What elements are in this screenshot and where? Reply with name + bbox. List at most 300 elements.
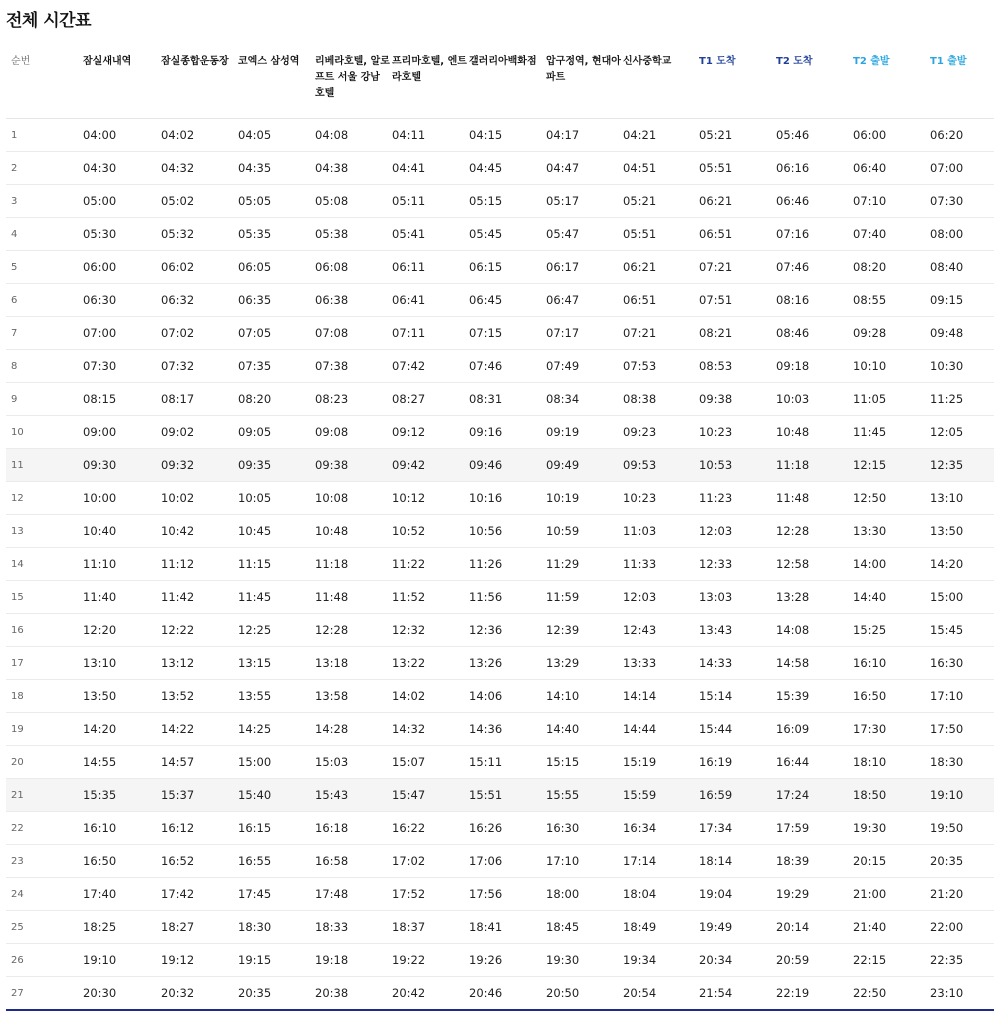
header-row xyxy=(6,52,994,119)
t2-arrive-time: 18:39 xyxy=(776,845,853,878)
header-coex-samseong: 코엑스 삼성역 xyxy=(238,52,315,119)
jamsil-saenae-time: 05:00 xyxy=(83,185,161,218)
sinsa-middle-school-time: 14:14 xyxy=(623,680,699,713)
apgujeong-time: 05:17 xyxy=(546,185,623,218)
prima-entra-time: 12:32 xyxy=(392,614,469,647)
sinsa-middle-school-time: 20:54 xyxy=(623,977,699,1011)
jamsil-sports-complex-time: 11:42 xyxy=(161,581,238,614)
table-row xyxy=(6,713,994,746)
coex-samseong-time: 16:15 xyxy=(238,812,315,845)
galleria-time: 15:11 xyxy=(469,746,546,779)
riviera-aloft-time: 11:18 xyxy=(315,548,392,581)
sequence-cell: 15 xyxy=(6,581,83,614)
apgujeong-time: 14:40 xyxy=(546,713,623,746)
table-row xyxy=(6,977,994,1011)
sequence-cell: 10 xyxy=(6,416,83,449)
t1-arrive-time: 10:53 xyxy=(699,449,776,482)
riviera-aloft-time: 14:28 xyxy=(315,713,392,746)
t1-arrive-time: 11:23 xyxy=(699,482,776,515)
t1-depart-time: 10:30 xyxy=(930,350,994,383)
galleria-time: 20:46 xyxy=(469,977,546,1011)
sequence-cell: 9 xyxy=(6,383,83,416)
table-row xyxy=(6,647,994,680)
t2-arrive-time: 13:28 xyxy=(776,581,853,614)
t2-arrive-time: 15:39 xyxy=(776,680,853,713)
sequence-cell: 7 xyxy=(6,317,83,350)
t2-depart-time: 12:15 xyxy=(853,449,930,482)
apgujeong-time: 09:49 xyxy=(546,449,623,482)
jamsil-sports-complex-time: 14:57 xyxy=(161,746,238,779)
t2-depart-time: 12:50 xyxy=(853,482,930,515)
riviera-aloft-time: 18:33 xyxy=(315,911,392,944)
t2-arrive-time: 06:16 xyxy=(776,152,853,185)
sinsa-middle-school-time: 14:44 xyxy=(623,713,699,746)
riviera-aloft-time: 19:18 xyxy=(315,944,392,977)
t1-depart-time: 20:35 xyxy=(930,845,994,878)
t1-arrive-time: 21:54 xyxy=(699,977,776,1011)
galleria-time: 06:15 xyxy=(469,251,546,284)
t2-depart-time: 14:00 xyxy=(853,548,930,581)
coex-samseong-time: 20:35 xyxy=(238,977,315,1011)
prima-entra-time: 13:22 xyxy=(392,647,469,680)
prima-entra-time: 11:52 xyxy=(392,581,469,614)
t1-arrive-time: 05:21 xyxy=(699,119,776,152)
table-row xyxy=(6,515,994,548)
t1-depart-time: 17:10 xyxy=(930,680,994,713)
t1-depart-time: 22:35 xyxy=(930,944,994,977)
t1-arrive-time: 05:51 xyxy=(699,152,776,185)
prima-entra-time: 19:22 xyxy=(392,944,469,977)
t2-arrive-time: 09:18 xyxy=(776,350,853,383)
prima-entra-time: 20:42 xyxy=(392,977,469,1011)
prima-entra-time: 11:22 xyxy=(392,548,469,581)
jamsil-sports-complex-time: 10:42 xyxy=(161,515,238,548)
coex-samseong-time: 10:05 xyxy=(238,482,315,515)
sinsa-middle-school-time: 15:19 xyxy=(623,746,699,779)
t1-arrive-time: 13:03 xyxy=(699,581,776,614)
coex-samseong-time: 17:45 xyxy=(238,878,315,911)
table-row xyxy=(6,218,994,251)
coex-samseong-time: 07:05 xyxy=(238,317,315,350)
t1-arrive-time: 16:59 xyxy=(699,779,776,812)
jamsil-saenae-time: 08:15 xyxy=(83,383,161,416)
sinsa-middle-school-time: 12:43 xyxy=(623,614,699,647)
jamsil-sports-complex-time: 16:52 xyxy=(161,845,238,878)
sinsa-middle-school-time: 07:21 xyxy=(623,317,699,350)
sinsa-middle-school-time: 16:34 xyxy=(623,812,699,845)
t1-depart-time: 07:00 xyxy=(930,152,994,185)
apgujeong-time: 14:10 xyxy=(546,680,623,713)
t1-arrive-time: 18:14 xyxy=(699,845,776,878)
riviera-aloft-time: 10:08 xyxy=(315,482,392,515)
t1-depart-time: 09:15 xyxy=(930,284,994,317)
t2-depart-time: 22:15 xyxy=(853,944,930,977)
jamsil-sports-complex-time: 09:32 xyxy=(161,449,238,482)
t2-depart-time: 08:55 xyxy=(853,284,930,317)
jamsil-saenae-time: 14:55 xyxy=(83,746,161,779)
sequence-cell: 11 xyxy=(6,449,83,482)
apgujeong-time: 07:17 xyxy=(546,317,623,350)
sinsa-middle-school-time: 17:14 xyxy=(623,845,699,878)
jamsil-saenae-time: 14:20 xyxy=(83,713,161,746)
coex-samseong-time: 13:15 xyxy=(238,647,315,680)
prima-entra-time: 10:12 xyxy=(392,482,469,515)
t2-depart-time: 17:30 xyxy=(853,713,930,746)
table-row xyxy=(6,878,994,911)
coex-samseong-time: 10:45 xyxy=(238,515,315,548)
t1-arrive-time: 12:03 xyxy=(699,515,776,548)
apgujeong-time: 10:19 xyxy=(546,482,623,515)
galleria-time: 06:45 xyxy=(469,284,546,317)
t1-depart-time: 19:50 xyxy=(930,812,994,845)
riviera-aloft-time: 09:38 xyxy=(315,449,392,482)
sequence-cell: 3 xyxy=(6,185,83,218)
t1-arrive-time: 17:34 xyxy=(699,812,776,845)
galleria-time: 10:56 xyxy=(469,515,546,548)
galleria-time: 11:56 xyxy=(469,581,546,614)
riviera-aloft-time: 13:58 xyxy=(315,680,392,713)
t2-arrive-time: 06:46 xyxy=(776,185,853,218)
jamsil-saenae-time: 04:00 xyxy=(83,119,161,152)
jamsil-saenae-time: 12:20 xyxy=(83,614,161,647)
sequence-cell: 8 xyxy=(6,350,83,383)
jamsil-sports-complex-time: 16:12 xyxy=(161,812,238,845)
t1-arrive-time: 16:19 xyxy=(699,746,776,779)
t1-arrive-time: 15:14 xyxy=(699,680,776,713)
table-row xyxy=(6,944,994,977)
apgujeong-time: 20:50 xyxy=(546,977,623,1011)
t2-depart-time: 20:15 xyxy=(853,845,930,878)
header-sequence: 순번 xyxy=(6,52,83,119)
sequence-cell: 24 xyxy=(6,878,83,911)
prima-entra-time: 06:11 xyxy=(392,251,469,284)
table-row xyxy=(6,548,994,581)
header-apgujeong: 압구정역, 현대아파트 xyxy=(546,52,623,119)
jamsil-sports-complex-time: 15:37 xyxy=(161,779,238,812)
coex-samseong-time: 07:35 xyxy=(238,350,315,383)
t1-depart-time: 06:20 xyxy=(930,119,994,152)
t2-depart-time: 11:05 xyxy=(853,383,930,416)
galleria-time: 13:26 xyxy=(469,647,546,680)
sequence-cell: 12 xyxy=(6,482,83,515)
table-row xyxy=(6,911,994,944)
t1-depart-time: 22:00 xyxy=(930,911,994,944)
t1-arrive-time: 20:34 xyxy=(699,944,776,977)
galleria-time: 07:46 xyxy=(469,350,546,383)
jamsil-sports-complex-time: 04:32 xyxy=(161,152,238,185)
sequence-cell: 1 xyxy=(6,119,83,152)
t2-depart-time: 06:40 xyxy=(853,152,930,185)
jamsil-sports-complex-time: 07:02 xyxy=(161,317,238,350)
riviera-aloft-time: 06:08 xyxy=(315,251,392,284)
sequence-cell: 6 xyxy=(6,284,83,317)
riviera-aloft-time: 12:28 xyxy=(315,614,392,647)
sinsa-middle-school-time: 10:23 xyxy=(623,482,699,515)
table-row xyxy=(6,152,994,185)
t1-depart-time: 14:20 xyxy=(930,548,994,581)
prima-entra-time: 18:37 xyxy=(392,911,469,944)
jamsil-sports-complex-time: 20:32 xyxy=(161,977,238,1011)
sinsa-middle-school-time: 18:04 xyxy=(623,878,699,911)
jamsil-sports-complex-time: 05:32 xyxy=(161,218,238,251)
sequence-cell: 17 xyxy=(6,647,83,680)
sinsa-middle-school-time: 05:21 xyxy=(623,185,699,218)
apgujeong-time: 19:30 xyxy=(546,944,623,977)
t2-depart-time: 15:25 xyxy=(853,614,930,647)
galleria-time: 04:45 xyxy=(469,152,546,185)
sinsa-middle-school-time: 07:53 xyxy=(623,350,699,383)
sinsa-middle-school-time: 12:03 xyxy=(623,581,699,614)
apgujeong-time: 12:39 xyxy=(546,614,623,647)
prima-entra-time: 15:47 xyxy=(392,779,469,812)
sequence-cell: 5 xyxy=(6,251,83,284)
sequence-cell: 16 xyxy=(6,614,83,647)
coex-samseong-time: 08:20 xyxy=(238,383,315,416)
jamsil-saenae-time: 16:10 xyxy=(83,812,161,845)
jamsil-saenae-time: 11:10 xyxy=(83,548,161,581)
t2-arrive-time: 20:59 xyxy=(776,944,853,977)
t1-arrive-time: 19:49 xyxy=(699,911,776,944)
galleria-time: 18:41 xyxy=(469,911,546,944)
t2-depart-time: 21:00 xyxy=(853,878,930,911)
riviera-aloft-time: 04:38 xyxy=(315,152,392,185)
header-t2-arrive: T2 도착 xyxy=(776,52,853,119)
galleria-time: 09:46 xyxy=(469,449,546,482)
jamsil-sports-complex-time: 12:22 xyxy=(161,614,238,647)
t2-depart-time: 07:10 xyxy=(853,185,930,218)
t1-depart-time: 07:30 xyxy=(930,185,994,218)
t2-depart-time: 21:40 xyxy=(853,911,930,944)
t1-depart-time: 09:48 xyxy=(930,317,994,350)
t1-arrive-time: 09:38 xyxy=(699,383,776,416)
sequence-cell: 4 xyxy=(6,218,83,251)
t2-arrive-time: 05:46 xyxy=(776,119,853,152)
sequence-cell: 2 xyxy=(6,152,83,185)
sequence-cell: 25 xyxy=(6,911,83,944)
jamsil-saenae-time: 05:30 xyxy=(83,218,161,251)
coex-samseong-time: 16:55 xyxy=(238,845,315,878)
sequence-cell: 14 xyxy=(6,548,83,581)
coex-samseong-time: 04:05 xyxy=(238,119,315,152)
sinsa-middle-school-time: 04:21 xyxy=(623,119,699,152)
t2-arrive-time: 12:28 xyxy=(776,515,853,548)
jamsil-saenae-time: 06:00 xyxy=(83,251,161,284)
apgujeong-time: 11:29 xyxy=(546,548,623,581)
sequence-cell: 18 xyxy=(6,680,83,713)
galleria-time: 08:31 xyxy=(469,383,546,416)
jamsil-saenae-time: 16:50 xyxy=(83,845,161,878)
t1-depart-time: 16:30 xyxy=(930,647,994,680)
prima-entra-time: 07:11 xyxy=(392,317,469,350)
sequence-cell: 13 xyxy=(6,515,83,548)
prima-entra-time: 08:27 xyxy=(392,383,469,416)
t1-depart-time: 13:10 xyxy=(930,482,994,515)
coex-samseong-time: 11:15 xyxy=(238,548,315,581)
riviera-aloft-time: 07:08 xyxy=(315,317,392,350)
coex-samseong-time: 12:25 xyxy=(238,614,315,647)
galleria-time: 14:36 xyxy=(469,713,546,746)
riviera-aloft-time: 15:03 xyxy=(315,746,392,779)
prima-entra-time: 14:32 xyxy=(392,713,469,746)
riviera-aloft-time: 05:38 xyxy=(315,218,392,251)
riviera-aloft-time: 20:38 xyxy=(315,977,392,1011)
jamsil-sports-complex-time: 14:22 xyxy=(161,713,238,746)
t1-depart-time: 17:50 xyxy=(930,713,994,746)
t2-arrive-time: 17:24 xyxy=(776,779,853,812)
galleria-time: 17:56 xyxy=(469,878,546,911)
jamsil-sports-complex-time: 06:32 xyxy=(161,284,238,317)
prima-entra-time: 09:12 xyxy=(392,416,469,449)
prima-entra-time: 05:41 xyxy=(392,218,469,251)
t1-arrive-time: 07:51 xyxy=(699,284,776,317)
coex-samseong-time: 18:30 xyxy=(238,911,315,944)
sinsa-middle-school-time: 09:53 xyxy=(623,449,699,482)
t2-arrive-time: 20:14 xyxy=(776,911,853,944)
t2-arrive-time: 07:46 xyxy=(776,251,853,284)
sinsa-middle-school-time: 19:34 xyxy=(623,944,699,977)
header-t1-depart: T1 출발 xyxy=(930,52,994,119)
jamsil-sports-complex-time: 18:27 xyxy=(161,911,238,944)
t2-arrive-time: 16:09 xyxy=(776,713,853,746)
apgujeong-time: 15:55 xyxy=(546,779,623,812)
t1-arrive-time: 15:44 xyxy=(699,713,776,746)
table-row xyxy=(6,746,994,779)
sequence-cell: 26 xyxy=(6,944,83,977)
t1-depart-time: 21:20 xyxy=(930,878,994,911)
table-row xyxy=(6,680,994,713)
t2-depart-time: 08:20 xyxy=(853,251,930,284)
table-row xyxy=(6,119,994,152)
galleria-time: 04:15 xyxy=(469,119,546,152)
riviera-aloft-time: 16:58 xyxy=(315,845,392,878)
t2-depart-time: 14:40 xyxy=(853,581,930,614)
t2-depart-time: 10:10 xyxy=(853,350,930,383)
coex-samseong-time: 06:05 xyxy=(238,251,315,284)
coex-samseong-time: 09:35 xyxy=(238,449,315,482)
t1-arrive-time: 07:21 xyxy=(699,251,776,284)
apgujeong-time: 10:59 xyxy=(546,515,623,548)
jamsil-saenae-time: 10:40 xyxy=(83,515,161,548)
sequence-cell: 21 xyxy=(6,779,83,812)
galleria-time: 15:51 xyxy=(469,779,546,812)
t2-depart-time: 11:45 xyxy=(853,416,930,449)
prima-entra-time: 17:02 xyxy=(392,845,469,878)
t2-arrive-time: 19:29 xyxy=(776,878,853,911)
t1-arrive-time: 13:43 xyxy=(699,614,776,647)
t2-arrive-time: 08:46 xyxy=(776,317,853,350)
apgujeong-time: 05:47 xyxy=(546,218,623,251)
riviera-aloft-time: 08:23 xyxy=(315,383,392,416)
coex-samseong-time: 06:35 xyxy=(238,284,315,317)
t1-depart-time: 08:40 xyxy=(930,251,994,284)
apgujeong-time: 18:45 xyxy=(546,911,623,944)
header-t2-depart: T2 출발 xyxy=(853,52,930,119)
t2-arrive-time: 22:19 xyxy=(776,977,853,1011)
sequence-cell: 20 xyxy=(6,746,83,779)
sinsa-middle-school-time: 11:33 xyxy=(623,548,699,581)
jamsil-sports-complex-time: 08:17 xyxy=(161,383,238,416)
t2-depart-time: 18:50 xyxy=(853,779,930,812)
prima-entra-time: 16:22 xyxy=(392,812,469,845)
galleria-time: 09:16 xyxy=(469,416,546,449)
jamsil-saenae-time: 15:35 xyxy=(83,779,161,812)
coex-samseong-time: 15:00 xyxy=(238,746,315,779)
t2-depart-time: 16:10 xyxy=(853,647,930,680)
galleria-time: 05:15 xyxy=(469,185,546,218)
prima-entra-time: 05:11 xyxy=(392,185,469,218)
t1-depart-time: 15:00 xyxy=(930,581,994,614)
sinsa-middle-school-time: 18:49 xyxy=(623,911,699,944)
apgujeong-time: 18:00 xyxy=(546,878,623,911)
jamsil-sports-complex-time: 17:42 xyxy=(161,878,238,911)
table-row xyxy=(6,812,994,845)
sinsa-middle-school-time: 06:21 xyxy=(623,251,699,284)
table-row xyxy=(6,614,994,647)
t2-arrive-time: 10:48 xyxy=(776,416,853,449)
t2-arrive-time: 16:44 xyxy=(776,746,853,779)
t1-arrive-time: 12:33 xyxy=(699,548,776,581)
jamsil-sports-complex-time: 05:02 xyxy=(161,185,238,218)
sinsa-middle-school-time: 09:23 xyxy=(623,416,699,449)
t1-arrive-time: 08:21 xyxy=(699,317,776,350)
jamsil-sports-complex-time: 10:02 xyxy=(161,482,238,515)
jamsil-sports-complex-time: 06:02 xyxy=(161,251,238,284)
prima-entra-time: 14:02 xyxy=(392,680,469,713)
t1-depart-time: 13:50 xyxy=(930,515,994,548)
t1-arrive-time: 10:23 xyxy=(699,416,776,449)
table-row xyxy=(6,185,994,218)
t2-depart-time: 16:50 xyxy=(853,680,930,713)
prima-entra-time: 15:07 xyxy=(392,746,469,779)
jamsil-saenae-time: 07:30 xyxy=(83,350,161,383)
galleria-time: 12:36 xyxy=(469,614,546,647)
timetable xyxy=(6,52,994,1011)
prima-entra-time: 04:41 xyxy=(392,152,469,185)
header-sinsa-middle-school: 신사중학교 xyxy=(623,52,699,119)
apgujeong-time: 13:29 xyxy=(546,647,623,680)
header-galleria: 갤러리아백화점 xyxy=(469,52,546,119)
t1-depart-time: 12:05 xyxy=(930,416,994,449)
apgujeong-time: 04:17 xyxy=(546,119,623,152)
t2-depart-time: 19:30 xyxy=(853,812,930,845)
header-jamsil-sports-complex: 잠실종합운동장 xyxy=(161,52,238,119)
jamsil-sports-complex-time: 13:12 xyxy=(161,647,238,680)
jamsil-saenae-time: 09:30 xyxy=(83,449,161,482)
sinsa-middle-school-time: 05:51 xyxy=(623,218,699,251)
sequence-cell: 27 xyxy=(6,977,83,1011)
prima-entra-time: 10:52 xyxy=(392,515,469,548)
timetable-body xyxy=(6,119,994,1011)
galleria-time: 07:15 xyxy=(469,317,546,350)
apgujeong-time: 15:15 xyxy=(546,746,623,779)
t2-arrive-time: 17:59 xyxy=(776,812,853,845)
jamsil-saenae-time: 11:40 xyxy=(83,581,161,614)
sinsa-middle-school-time: 08:38 xyxy=(623,383,699,416)
t2-arrive-time: 12:58 xyxy=(776,548,853,581)
table-row xyxy=(6,350,994,383)
jamsil-saenae-time: 13:50 xyxy=(83,680,161,713)
t2-arrive-time: 14:58 xyxy=(776,647,853,680)
jamsil-sports-complex-time: 07:32 xyxy=(161,350,238,383)
t2-depart-time: 18:10 xyxy=(853,746,930,779)
coex-samseong-time: 09:05 xyxy=(238,416,315,449)
t1-depart-time: 12:35 xyxy=(930,449,994,482)
table-row xyxy=(6,581,994,614)
jamsil-sports-complex-time: 04:02 xyxy=(161,119,238,152)
table-row xyxy=(6,317,994,350)
prima-entra-time: 17:52 xyxy=(392,878,469,911)
coex-samseong-time: 15:40 xyxy=(238,779,315,812)
